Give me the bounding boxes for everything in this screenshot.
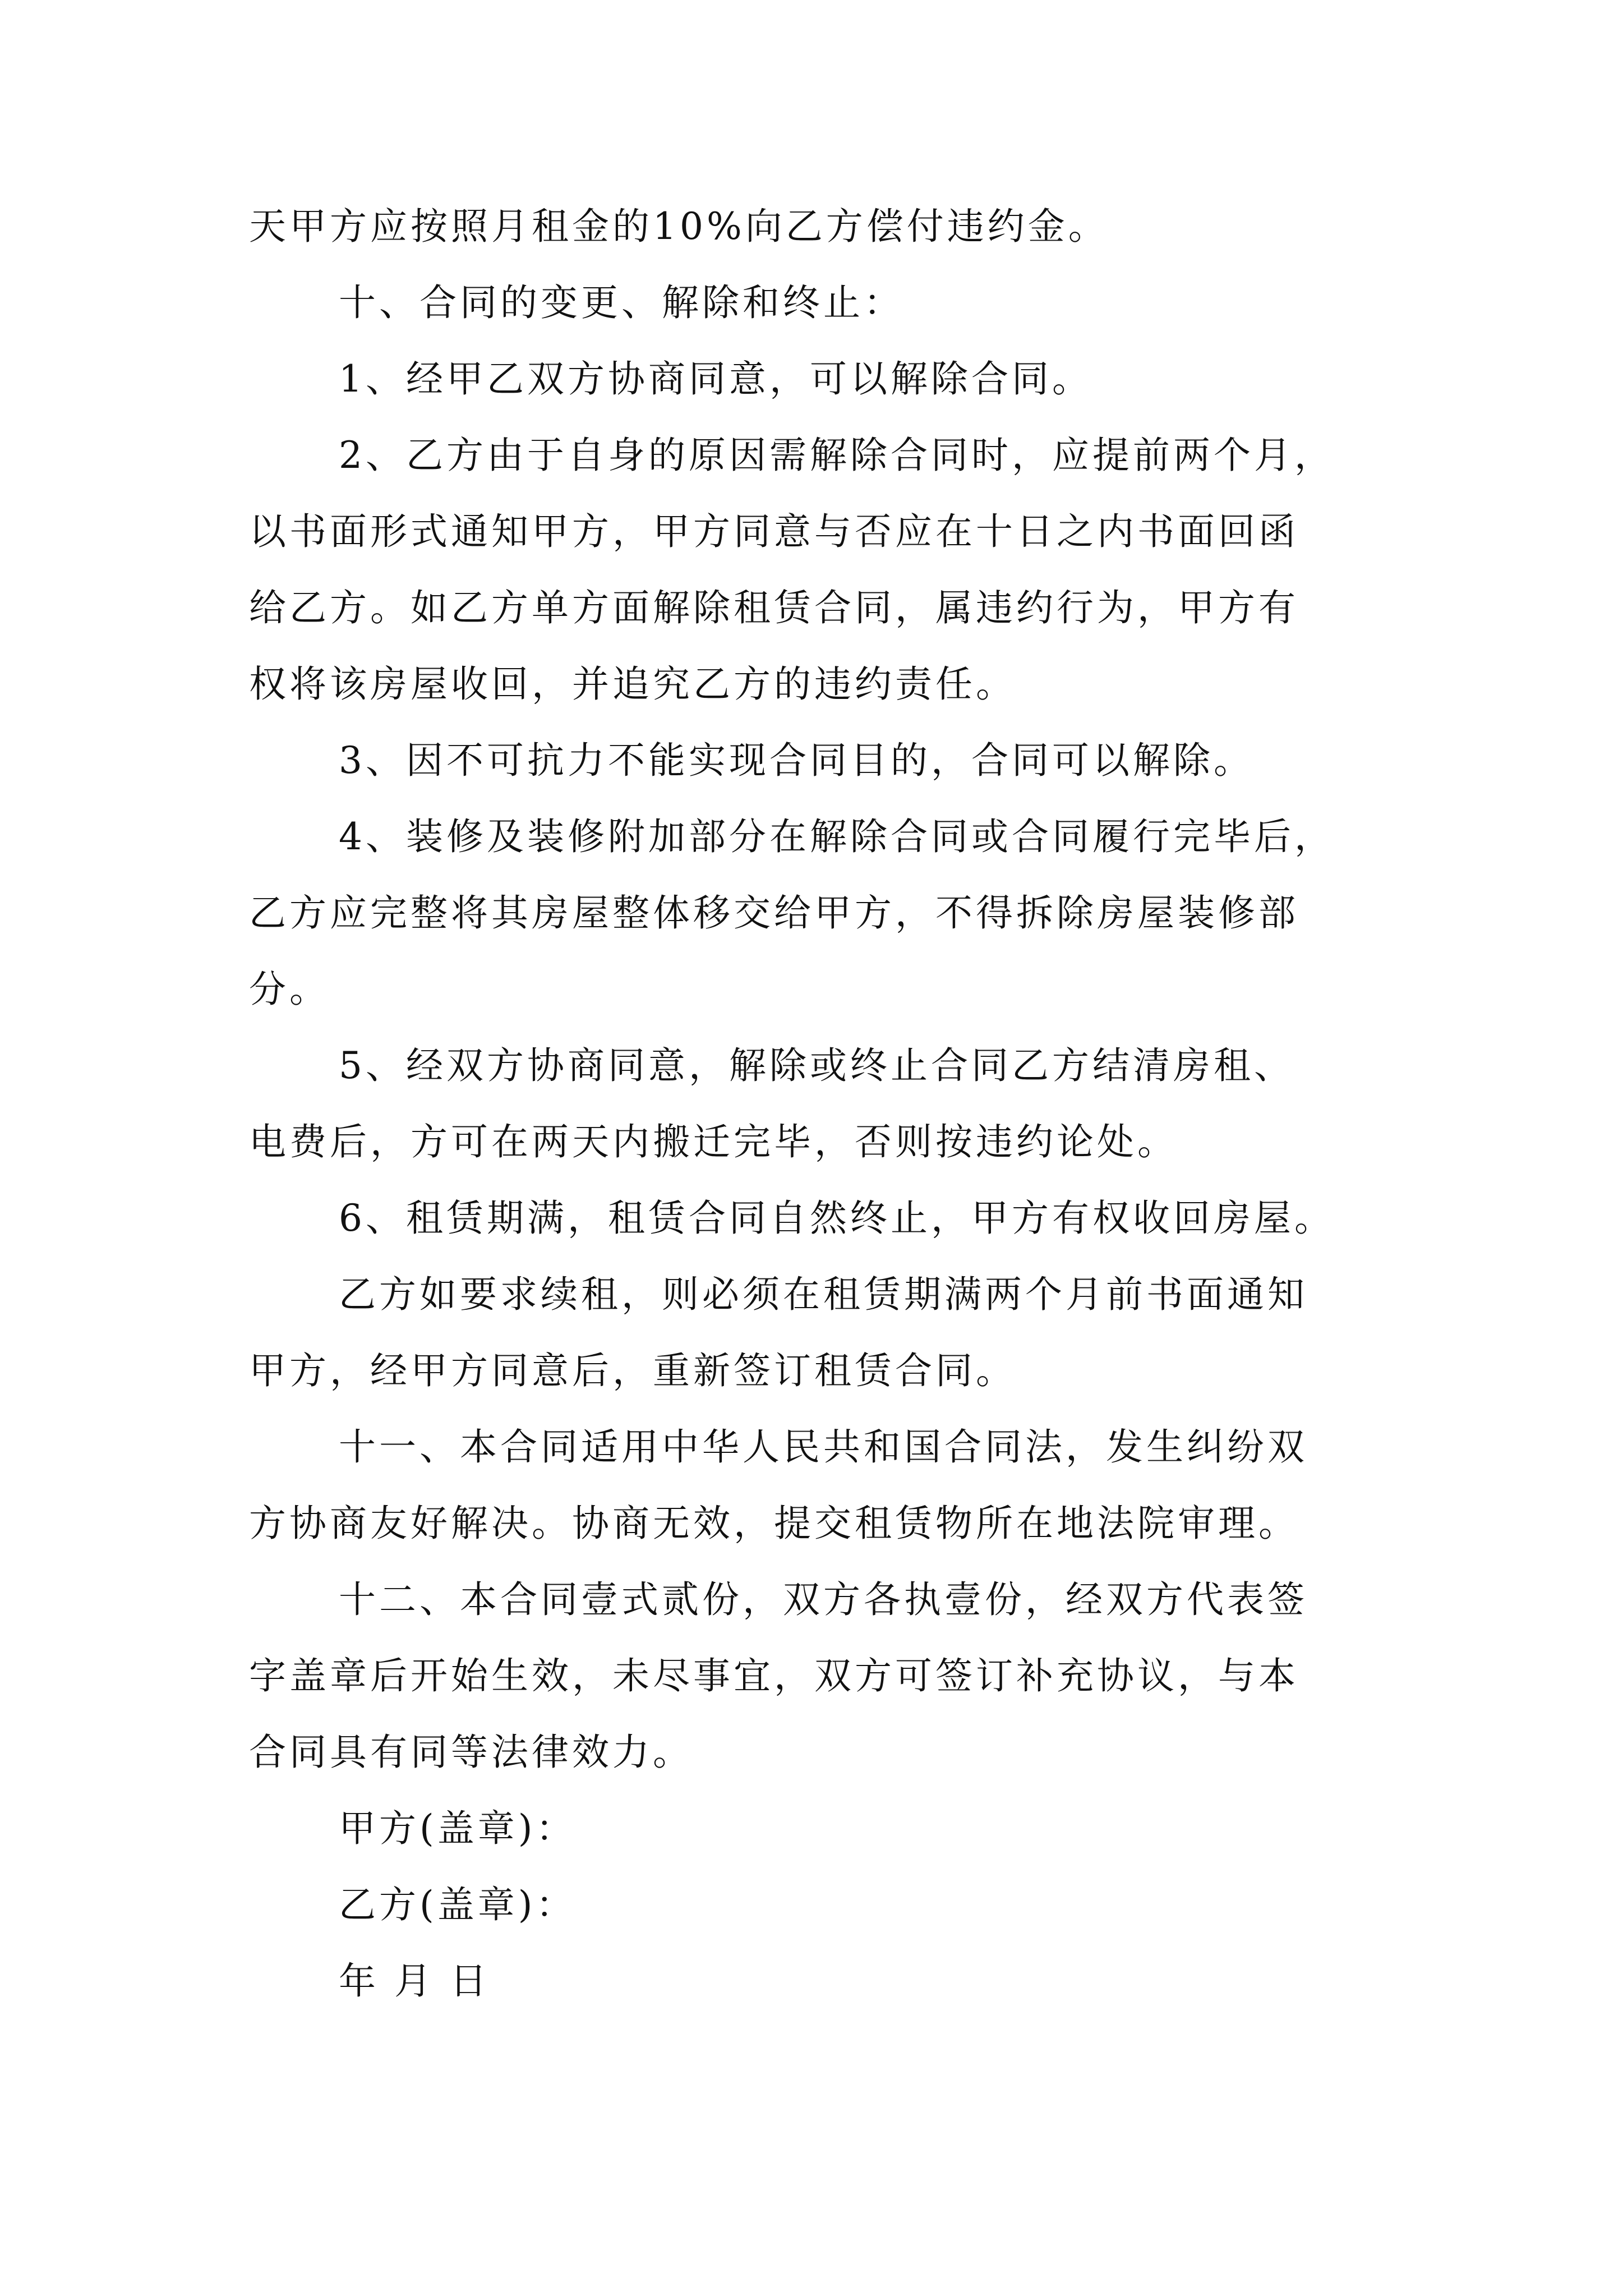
- text-line: 乙方应完整将其房屋整体移交给甲方，不得拆除房屋装修部: [249, 891, 1299, 935]
- text-line: 方协商友好解决。协商无效，提交租赁物所在地法院审理。: [249, 1502, 1299, 1545]
- section-heading: 十、合同的变更、解除和终止：: [339, 281, 904, 324]
- text-line: 1、经甲乙双方协商同意，可以解除合同。: [339, 357, 1092, 401]
- date-line: 年 月 日: [339, 1959, 490, 2003]
- contract-text: [249, 205, 1387, 2039]
- text-line: 给乙方。如乙方单方面解除租赁合同，属违约行为，甲方有: [249, 586, 1299, 629]
- text-line: 2、乙方由于自身的原因需解除合同时，应提前两个月，: [339, 434, 1335, 477]
- text-line: 以书面形式通知甲方，甲方同意与否应在十日之内书面回函: [249, 510, 1299, 553]
- text-line: 十二、本合同壹式贰份，双方各执壹份，经双方代表签: [339, 1578, 1308, 1621]
- party-a-seal-line: 甲方(盖章)：: [339, 1807, 577, 1850]
- text-line: 6、租赁期满，租赁合同自然终止，甲方有权收回房屋。: [339, 1197, 1335, 1240]
- text-line: 4、装修及装修附加部分在解除合同或合同履行完毕后，: [339, 815, 1335, 858]
- text-line: 合同具有同等法律效力。: [249, 1731, 693, 1774]
- text-line: 天甲方应按照月租金的10%向乙方偿付违约金。: [249, 205, 1109, 248]
- text-line: 十一、本合同适用中华人民共和国合同法，发生纠纷双: [339, 1425, 1308, 1469]
- party-b-seal-line: 乙方(盖章)：: [339, 1883, 577, 1926]
- text-line: 甲方，经甲方同意后，重新签订租赁合同。: [249, 1349, 1016, 1392]
- text-line: 乙方如要求续租，则必须在租赁期满两个月前书面通知: [339, 1273, 1308, 1316]
- text-line: 电费后，方可在两天内搬迁完毕，否则按违约论处。: [249, 1120, 1178, 1163]
- text-line: 权将该房屋收回，并追究乙方的违约责任。: [249, 662, 1016, 706]
- text-line: 分。: [249, 968, 330, 1011]
- text-line: 5、经双方协商同意，解除或终止合同乙方结清房租、: [339, 1044, 1294, 1087]
- text-line: 3、因不可抗力不能实现合同目的，合同可以解除。: [339, 739, 1254, 782]
- text-line: 字盖章后开始生效，未尽事宜，双方可签订补充协议，与本: [249, 1654, 1299, 1697]
